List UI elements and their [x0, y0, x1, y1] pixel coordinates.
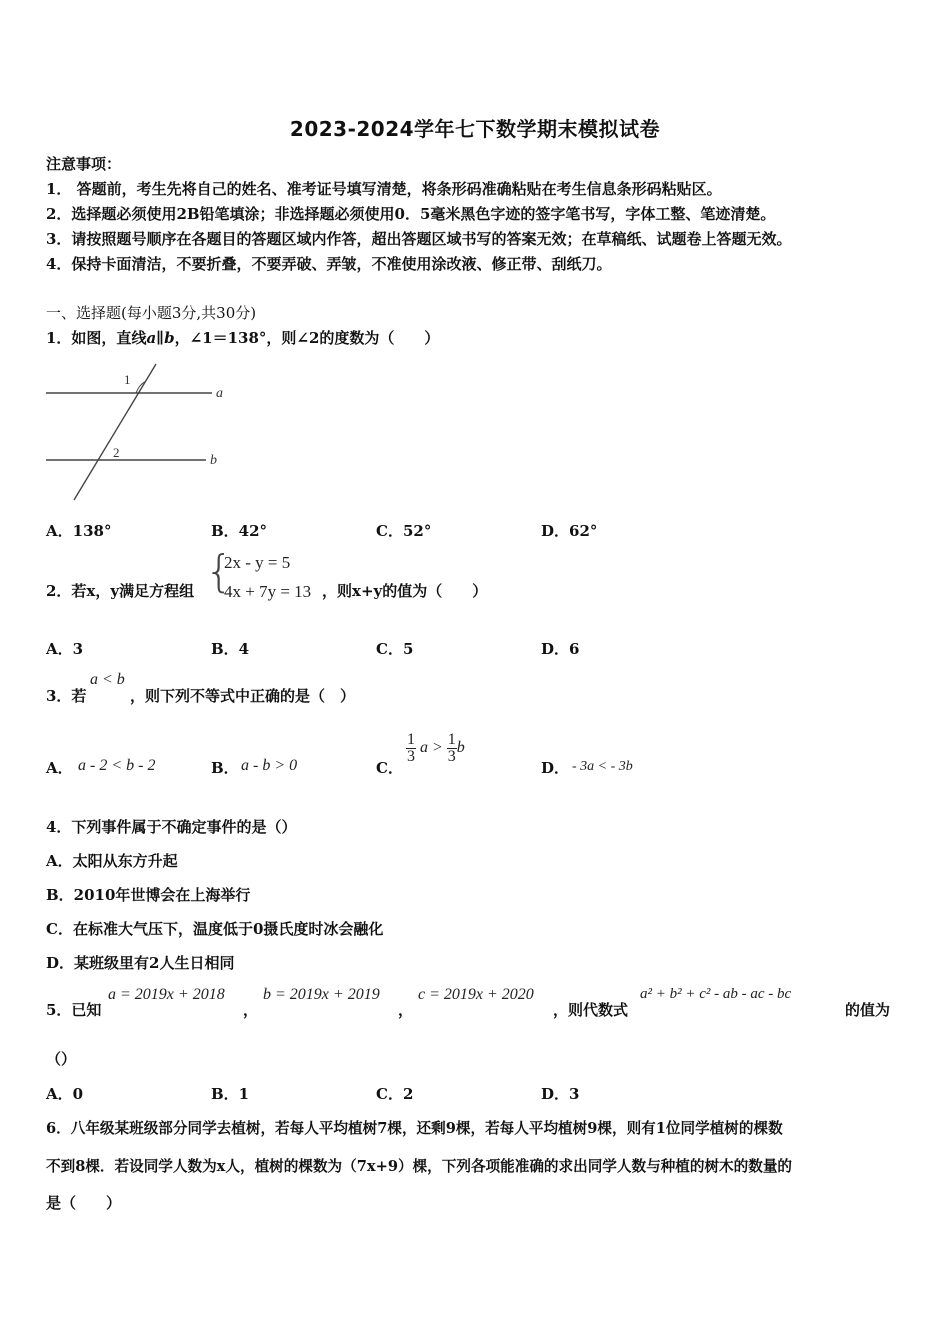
q4-option-d: D．某班级里有2人生日相同 [46, 954, 235, 972]
fraction-denominator: 3 [407, 748, 415, 765]
parallel-lines-figure [40, 360, 240, 505]
q4-option-c: C．在标准大气压下，温度低于0摄氏度时冰会融化 [46, 920, 384, 938]
line-a-label: a [216, 386, 223, 401]
q3-option-c [406, 732, 465, 765]
transversal-line [74, 364, 156, 500]
q5-separator: ， [243, 1001, 259, 1019]
fraction-one-third [447, 732, 457, 765]
q1-option-d: D．62° [541, 522, 598, 540]
q6-line: 6．八年级某班级部分同学去植树，若每人平均植树7棵，还剩9棵，若每人平均植树9棵，则有1位同学植树的棵数 [46, 1120, 783, 1137]
q2-option-a: A．3 [46, 640, 84, 658]
q1-option-a: A．138° [46, 522, 112, 540]
q3-label-d: D． [541, 759, 570, 777]
q5-separator: ， [398, 1001, 414, 1019]
q1-option-b: B．42° [211, 522, 268, 540]
q3-label-b: B． [211, 759, 239, 777]
q4-option-b: B．2010年世博会在上海举行 [46, 886, 251, 904]
q5-option-a: A．0 [46, 1085, 84, 1103]
fraction-numerator: 1 [407, 731, 415, 748]
q5-prefix: 5．已知 [46, 1001, 102, 1019]
q3-suffix: ，则下列不等式中正确的是（ ） [130, 687, 356, 705]
section-heading: 一、选择题(每小题3分,共30分) [46, 304, 257, 322]
q1-option-c: C．52° [376, 522, 432, 540]
notice-item: 2．选择题必须使用2B铅笔填涂；非选择题必须使用0．5毫米黑色字迹的签字笔书写，字体工整、笔迹清楚。 [46, 205, 776, 223]
q4-stem: 4．下列事件属于不确定事件的是（） [46, 818, 297, 836]
angle-1-label: 1 [124, 372, 131, 387]
q5-expr-c: c = 2019x + 2020 [418, 986, 534, 1003]
q3-label-c: C． [376, 759, 403, 777]
notice-item: 1． 答题前，考生先将自己的姓名、准考证号填写清楚，将条形码准确粘贴在考生信息条形码粘贴区。 [46, 180, 722, 198]
fraction-denominator: 3 [447, 748, 456, 765]
q3-option-a: a - 2 < b - 2 [78, 757, 156, 774]
q3-option-c-a: a > [420, 739, 443, 757]
line-b-label: b [210, 453, 217, 468]
fraction-numerator: 1 [447, 731, 456, 748]
q6-line: 不到8棵．若设同学人数为x人，植树的棵数为（7x+9）棵，下列各项能准确的求出同学人数与种植的树木的数量的 [46, 1158, 793, 1175]
question-1-stem [46, 327, 439, 348]
q2-equation-2: 4x + 7y = 13 [224, 582, 312, 601]
q5-expr-b: b = 2019x + 2019 [263, 986, 380, 1003]
q3-option-b: a - b > 0 [241, 757, 298, 774]
q5-suffix: 的值为 [845, 1001, 891, 1019]
q2-suffix: ，则x+y的值为（ ） [322, 582, 488, 600]
angle-2-label: 2 [113, 445, 120, 460]
q2-option-c: C．5 [376, 640, 414, 658]
q1-math: a∥b [146, 329, 175, 347]
q2-option-b: B．4 [211, 640, 250, 658]
fraction-one-third [406, 732, 416, 765]
q3-prefix: 3．若 [46, 687, 87, 705]
q4-option-a: A．太阳从东方升起 [46, 852, 178, 870]
q2-equation-1: 2x - y = 5 [224, 553, 291, 572]
q3-option-c-b: b [456, 739, 465, 757]
notice-item: 3．请按照题号顺序在各题目的答题区域内作答，超出答题区域书写的答案无效；在草稿纸、试题卷上答题无效。 [46, 230, 792, 248]
q5-option-d: D．3 [541, 1085, 580, 1103]
q3-option-d: - 3a < - 3b [572, 759, 633, 774]
q1-angle: ，∠1＝138°，则∠2的度数为（ ） [174, 329, 440, 347]
q2-prefix: 2．若x，y满足方程组 [46, 582, 195, 600]
q5-option-c: C．2 [376, 1085, 414, 1103]
q5-bracket: （） [46, 1050, 77, 1068]
equation-brace: { [205, 546, 233, 597]
page-title: 2023-2024学年七下数学期末模拟试卷 [289, 117, 661, 141]
q5-expr-a: a = 2019x + 2018 [108, 986, 225, 1003]
q1-prefix: 1．如图，直线 [46, 329, 147, 347]
notice-heading: 注意事项： [46, 155, 122, 173]
q2-option-d: D．6 [541, 640, 580, 658]
q3-label-a: A． [46, 759, 73, 777]
q5-mid: ，则代数式 [553, 1001, 629, 1019]
q6-line: 是（ ） [46, 1194, 122, 1212]
q3-condition: a < b [90, 671, 125, 688]
q5-option-b: B．1 [211, 1085, 250, 1103]
notice-item: 4．保持卡面清洁，不要折叠，不要弄破、弄皱，不准使用涂改液、修正带、刮纸刀。 [46, 255, 612, 273]
q5-algebraic-expression: a² + b² + c² - ab - ac - bc [640, 986, 792, 1002]
